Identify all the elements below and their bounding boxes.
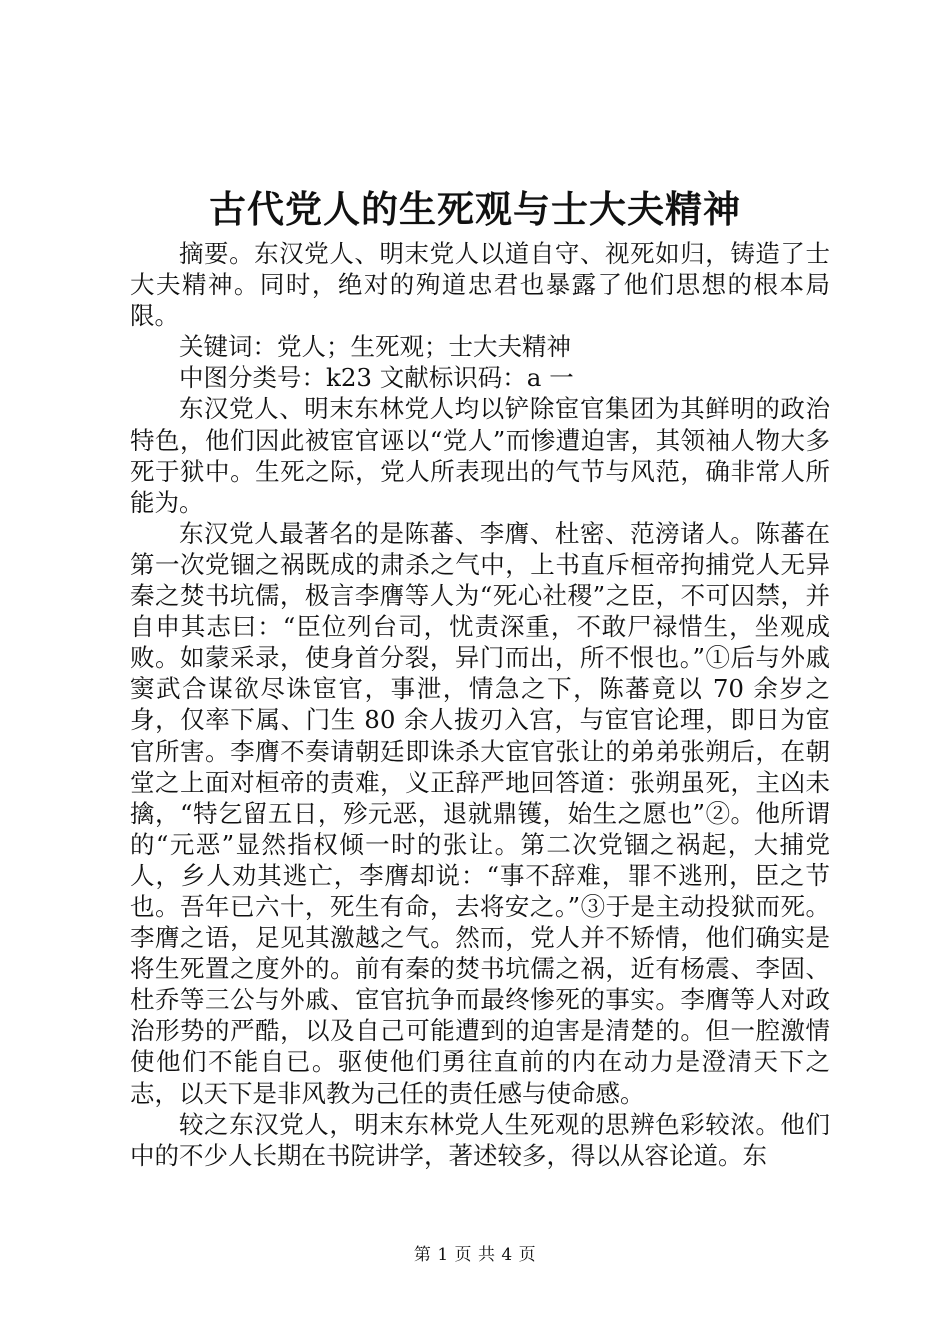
document-title: 古代党人的生死观与士大夫精神 — [209, 187, 741, 231]
keywords-paragraph: 关键词：党人；生死观；士大夫精神 — [179, 332, 571, 362]
classification-paragraph: 中图分类号：k23 文献标识码：a 一 — [179, 363, 574, 393]
body-paragraph: 东汉党人最著名的是陈蕃、李膺、杜密、范滂诸人。陈蕃在第一次党锢之祸既成的肃杀之气中，上书直斥桓帝拘捕党人无异秦之焚书坑儒，极言李膺等人为“死心社稷”之臣，不可囚禁，并自申其志曰：“臣位列台司，忧责深重，不敢尸禄惜生，坐观成败。如蒙采录，使身首分裂，异门而出，所不恨也。”①后与外戚窦武合谋欲尽诛宦官，事泄，情急之下，陈蕃竟以 70 余岁之身，仅率下属、门生 80 余人拔刃入宫，与宦官论理，即日为宦官所害。李膺不奏请朝廷即诛杀大宦官张让的弟弟张朔后，在朝堂之上面对桓帝的责难，义正辞严地回答道：张朔虽死，主凶未擒，“特乞留五日，殄元恶，退就鼎镬，始生之愿也”②。他所谓的“元恶”显然指权倾一时的张让。第二次党锢之祸起，大捕党人，乡人劝其逃亡，李膺却说：“事不辞难，罪不逃刑，臣之节也。吾年已六十，死生有命，去将安之。”③于是主动投狱而死。李膺之语，足见其激越之气。然而，党人并不矫情，他们确实是将生死置之度外的。前有秦的焚书坑儒之祸，近有杨震、李固、杜乔等三公与外戚、宦官抗争而最终惨死的事实。李膺等人对政治形势的严酷，以及自己可能遭到的迫害是清楚的。但一腔激情使他们不能自已。驱使他们勇往直前的内在动力是澄清天下之志，以天下是非风教为己任的责任感与使命感。 — [130, 518, 830, 1108]
abstract-paragraph: 摘要。东汉党人、明末党人以道自守、视死如归，铸造了士大夫精神。同时，绝对的殉道忠君也暴露了他们思想的根本局限。 — [130, 239, 830, 331]
body-paragraph: 东汉党人、明末东林党人均以铲除宦官集团为其鲜明的政治特色，他们因此被宦官诬以“党人”而惨遭迫害，其领袖人物大多死于狱中。生死之际，党人所表现出的气节与风范，确非常人所能为。 — [130, 394, 830, 517]
body-paragraph: 较之东汉党人，明末东林党人生死观的思辨色彩较浓。他们中的不少人长期在书院讲学，著述较多，得以从容论道。东 — [130, 1109, 830, 1170]
page-footer: 第 1 页 共 4 页 — [413, 1245, 537, 1265]
document-body — [130, 238, 830, 1171]
